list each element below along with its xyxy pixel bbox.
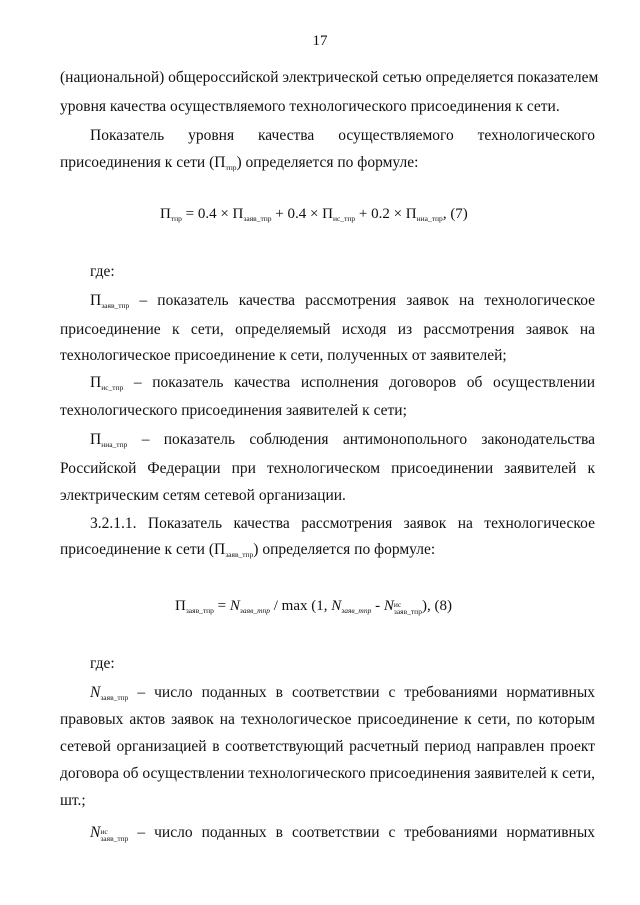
paragraph-2-line-1: Показатель уровня качества осуществляемого технологического [90,127,595,144]
definition-4-line-5: шт.; [60,792,86,809]
definition-2-line-1: $П_{ис\_тпр}$ – показатель качества исполнения договоров об осуществлении [90,374,595,392]
definition-4-line-4: договора об осуществлении технологического присоединения заявителей к сети, [60,765,595,782]
formula-8: $П_{заяв\_тпр} = N_{заяв\_тпр} / \max (1$, $N_{заяв\_тпр}$ - N ис заяв_тпр ), (8) [175,598,452,616]
where-label-1: где: [90,263,115,280]
definition-1-line-2: присоединение к сети, определяемый исходя из рассмотрения заявок на [60,321,595,338]
definition-1-line-3: технологическое присоединение к сети, полученных от заявителей; [60,347,507,364]
where-label-2: где: [90,655,115,672]
definition-4-line-2: правовых актов заявок на технологическое присоединение к сети, по которым [60,711,595,728]
definition-5-line-1: N ис заяв_тпр – число поданных в соответствии с требованиями нормативных [90,824,595,843]
paragraph-3-line-2: присоединение к сети $(П_{заяв\_тпр})$ определяется по формуле: [60,541,436,559]
definition-4-line-3: сетевой организацией в соответствующий расчетный период направлен проект [60,738,595,755]
paragraph-3-line-1: 3.2.1.1. Показатель качества рассмотрения заявок на технологическое [90,515,595,532]
definition-2-line-2: технологического присоединения заявителей к сети; [60,402,407,419]
paragraph-2-line-2: присоединения к сети $(П_{тпр})$ определяется по формуле: [60,154,419,172]
formula-7: $П_{тпр} = 0.4 \times П_{заяв\_тпр} + 0.4 \times П_{ис\_тпр} + 0.2 \times П_{ниа\_тпр}$, (7) [160,206,468,223]
definition-3-line-2: Российской Федерации при технологическом присоединении заявителей к [60,460,595,477]
definition-3-line-1: $П_{ниа\_тпр}$ – показатель соблюдения антимонопольного законодательства [90,431,595,449]
paragraph-1-line-1: (национальной) общероссийской электрической сетью определяется показателем [60,69,599,86]
definition-4-line-1: $N_{заяв\_тпр}$ – число поданных в соответствии с требованиями нормативных [90,684,595,702]
definition-3-line-3: электрическим сетям сетевой организации. [60,487,346,504]
definition-1-line-1: $П_{заяв\_тпр}$ – показатель качества рассмотрения заявок на технологическое [90,292,596,310]
page-number: 17 [312,33,328,49]
paragraph-1-line-2: уровня качества осуществляемого технологического присоединения к сети. [60,98,560,115]
